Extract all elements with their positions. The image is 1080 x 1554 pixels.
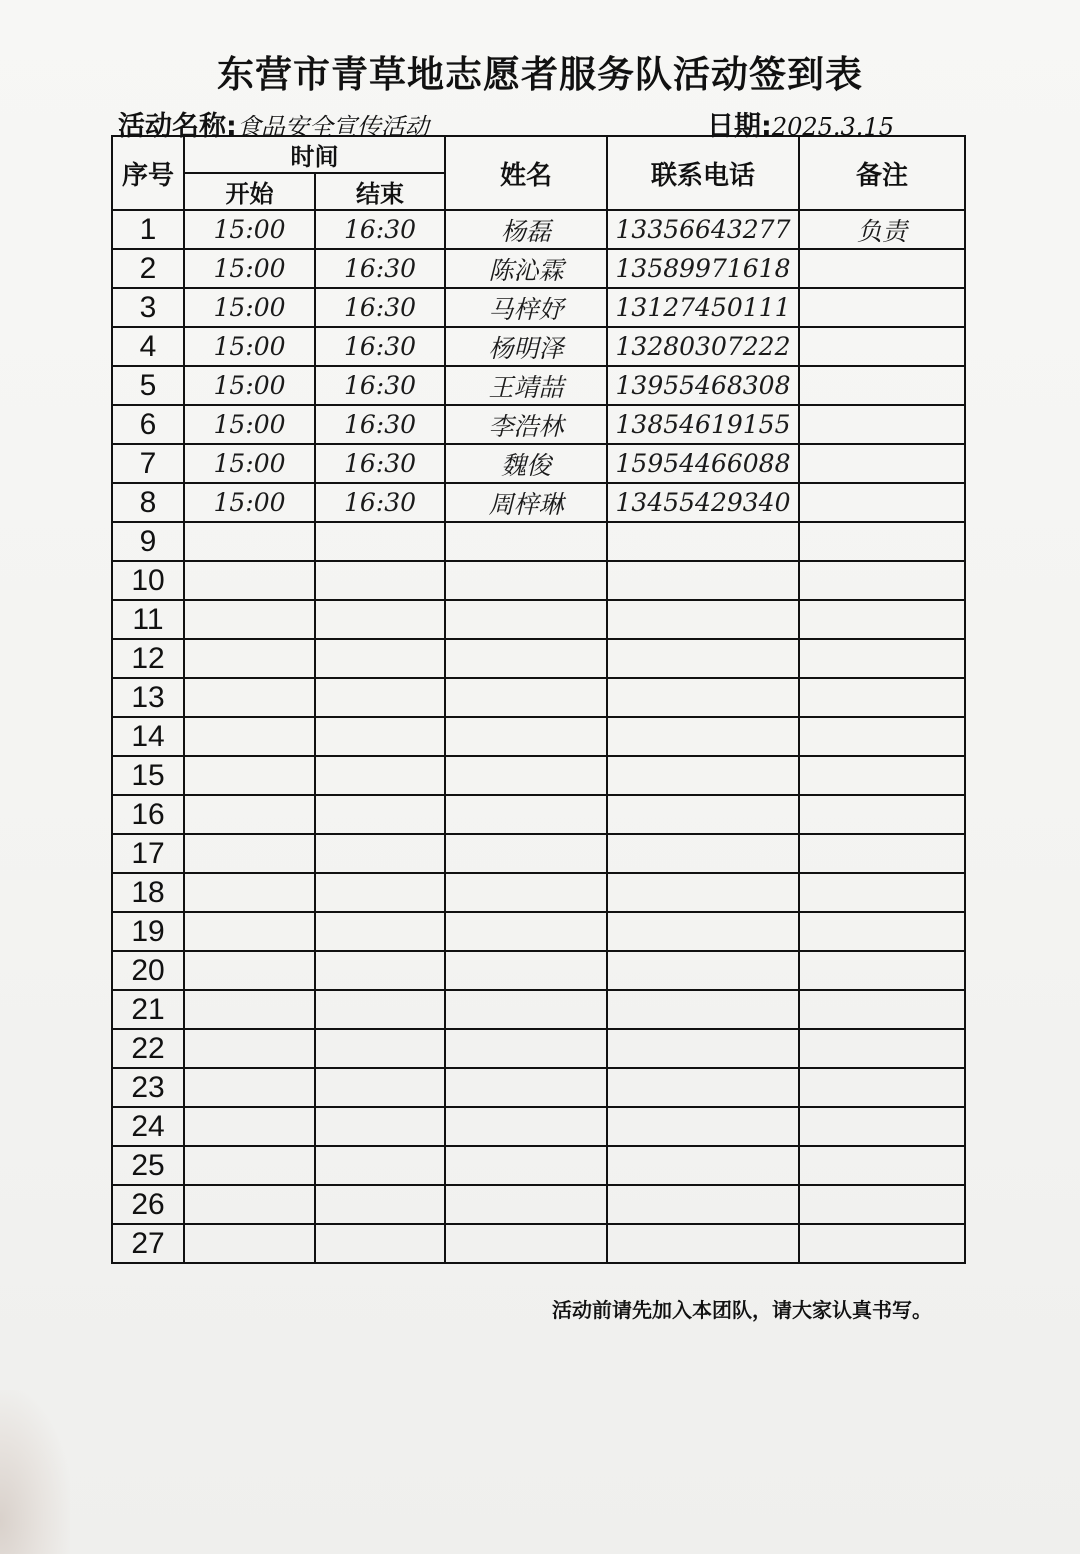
cell-start-time (184, 678, 315, 717)
cell-seq: 3 (112, 288, 184, 327)
cell-start-time (184, 951, 315, 990)
table-row (112, 756, 965, 795)
cell-end-time: 16:30 (315, 249, 445, 288)
cell-seq: 20 (112, 951, 184, 990)
cell-phone: 13589971618 (607, 249, 799, 288)
cell-phone: 15954466088 (607, 444, 799, 483)
cell-start-time: 15:00 (184, 327, 315, 366)
table-row (112, 834, 965, 873)
cell-start-time: 15:00 (184, 210, 315, 249)
cell-start-time: 15:00 (184, 366, 315, 405)
cell-name (445, 639, 607, 678)
cell-phone (607, 1107, 799, 1146)
table-row (112, 444, 965, 483)
signin-table (111, 135, 966, 1264)
cell-start-time (184, 756, 315, 795)
cell-phone (607, 717, 799, 756)
cell-seq: 24 (112, 1107, 184, 1146)
cell-note (799, 951, 965, 990)
cell-start-time (184, 522, 315, 561)
table-row (112, 405, 965, 444)
cell-name (445, 1146, 607, 1185)
cell-seq: 1 (112, 210, 184, 249)
table-row (112, 1146, 965, 1185)
cell-start-time: 15:00 (184, 288, 315, 327)
table-row (112, 678, 965, 717)
cell-end-time (315, 756, 445, 795)
cell-seq: 27 (112, 1224, 184, 1263)
cell-name: 杨明泽 (445, 327, 607, 366)
cell-start-time (184, 873, 315, 912)
cell-start-time (184, 1107, 315, 1146)
cell-end-time: 16:30 (315, 444, 445, 483)
table-row (112, 327, 965, 366)
header-name: 姓名 (445, 136, 607, 210)
cell-note (799, 1107, 965, 1146)
activity-name-label: 活动名称: (118, 111, 237, 142)
cell-name (445, 600, 607, 639)
cell-note (799, 756, 965, 795)
cell-end-time: 16:30 (315, 483, 445, 522)
cell-note (799, 600, 965, 639)
cell-start-time: 15:00 (184, 444, 315, 483)
cell-start-time (184, 600, 315, 639)
cell-start-time (184, 795, 315, 834)
cell-name (445, 990, 607, 1029)
header-seq: 序号 (112, 136, 184, 210)
cell-phone (607, 1029, 799, 1068)
cell-name (445, 873, 607, 912)
cell-phone (607, 756, 799, 795)
table-row (112, 249, 965, 288)
cell-note (799, 522, 965, 561)
cell-note (799, 288, 965, 327)
table-row (112, 1224, 965, 1263)
cell-name (445, 756, 607, 795)
cell-seq: 9 (112, 522, 184, 561)
cell-start-time: 15:00 (184, 405, 315, 444)
cell-note (799, 639, 965, 678)
header-end: 结束 (315, 173, 445, 210)
cell-name (445, 912, 607, 951)
cell-seq: 19 (112, 912, 184, 951)
table-row (112, 561, 965, 600)
cell-start-time (184, 1224, 315, 1263)
cell-end-time (315, 1146, 445, 1185)
cell-seq: 21 (112, 990, 184, 1029)
cell-phone (607, 1185, 799, 1224)
cell-name: 杨磊 (445, 210, 607, 249)
cell-name: 陈沁霖 (445, 249, 607, 288)
cell-note (799, 1146, 965, 1185)
cell-seq: 5 (112, 366, 184, 405)
cell-end-time (315, 1068, 445, 1107)
cell-note (799, 990, 965, 1029)
cell-seq: 11 (112, 600, 184, 639)
cell-name (445, 795, 607, 834)
cell-note (799, 717, 965, 756)
cell-seq: 4 (112, 327, 184, 366)
cell-phone (607, 990, 799, 1029)
cell-end-time (315, 561, 445, 600)
cell-end-time (315, 678, 445, 717)
cell-name: 王靖喆 (445, 366, 607, 405)
header-start: 开始 (184, 173, 315, 210)
cell-name: 马梓妤 (445, 288, 607, 327)
cell-name (445, 717, 607, 756)
cell-start-time (184, 639, 315, 678)
cell-seq: 13 (112, 678, 184, 717)
cell-name: 魏俊 (445, 444, 607, 483)
cell-end-time: 16:30 (315, 288, 445, 327)
cell-start-time: 15:00 (184, 249, 315, 288)
cell-seq: 16 (112, 795, 184, 834)
date-value: 2025.3.15 (771, 113, 894, 141)
cell-seq: 25 (112, 1146, 184, 1185)
cell-name (445, 1068, 607, 1107)
cell-end-time (315, 873, 445, 912)
cell-name (445, 522, 607, 561)
cell-phone (607, 639, 799, 678)
cell-note (799, 249, 965, 288)
cell-note: 负责 (799, 210, 965, 249)
cell-seq: 22 (112, 1029, 184, 1068)
cell-end-time (315, 522, 445, 561)
cell-note (799, 561, 965, 600)
cell-end-time: 16:30 (315, 210, 445, 249)
cell-phone (607, 1224, 799, 1263)
cell-start-time (184, 1068, 315, 1107)
cell-phone: 13280307222 (607, 327, 799, 366)
cell-seq: 23 (112, 1068, 184, 1107)
cell-phone: 13356643277 (607, 210, 799, 249)
cell-name: 李浩林 (445, 405, 607, 444)
cell-note (799, 1185, 965, 1224)
cell-end-time: 16:30 (315, 366, 445, 405)
cell-end-time (315, 912, 445, 951)
table-row (112, 1107, 965, 1146)
cell-note (799, 678, 965, 717)
cell-seq: 14 (112, 717, 184, 756)
table-row (112, 795, 965, 834)
cell-seq: 6 (112, 405, 184, 444)
table-row (112, 522, 965, 561)
cell-phone (607, 951, 799, 990)
cell-phone (607, 795, 799, 834)
table-row (112, 600, 965, 639)
cell-phone (607, 1146, 799, 1185)
table-row (112, 990, 965, 1029)
table-row (112, 951, 965, 990)
cell-note (799, 912, 965, 951)
cell-note (799, 834, 965, 873)
cell-phone (607, 1068, 799, 1107)
cell-end-time: 16:30 (315, 405, 445, 444)
table-row (112, 639, 965, 678)
cell-end-time (315, 600, 445, 639)
table-row (112, 1029, 965, 1068)
cell-end-time: 16:30 (315, 327, 445, 366)
cell-note (799, 873, 965, 912)
cell-start-time (184, 561, 315, 600)
cell-name (445, 1107, 607, 1146)
cell-start-time (184, 717, 315, 756)
cell-phone (607, 561, 799, 600)
cell-name (445, 561, 607, 600)
activity-name-value: 食品安全宣传活动 (236, 113, 429, 141)
cell-end-time (315, 990, 445, 1029)
cell-name (445, 678, 607, 717)
cell-end-time (315, 951, 445, 990)
table-row (112, 483, 965, 522)
table-row (112, 873, 965, 912)
cell-end-time (315, 1107, 445, 1146)
footer-note: 活动前请先加入本团队，请大家认真书写。 (552, 1298, 932, 1322)
cell-start-time (184, 912, 315, 951)
cell-note (799, 483, 965, 522)
cell-start-time (184, 1185, 315, 1224)
cell-name (445, 1029, 607, 1068)
table-row (112, 210, 965, 249)
table-row (112, 366, 965, 405)
cell-note (799, 444, 965, 483)
cell-note (799, 1029, 965, 1068)
cell-phone: 13955468308 (607, 366, 799, 405)
cell-name (445, 1185, 607, 1224)
cell-seq: 8 (112, 483, 184, 522)
cell-end-time (315, 834, 445, 873)
cell-name (445, 834, 607, 873)
cell-note (799, 366, 965, 405)
cell-start-time (184, 834, 315, 873)
cell-phone: 13127450111 (607, 288, 799, 327)
cell-start-time (184, 1146, 315, 1185)
table-row (112, 912, 965, 951)
finger-shadow (0, 1390, 70, 1554)
cell-end-time (315, 1224, 445, 1263)
cell-seq: 15 (112, 756, 184, 795)
cell-phone: 13854619155 (607, 405, 799, 444)
cell-note (799, 1068, 965, 1107)
date-label: 日期: (707, 111, 772, 142)
cell-phone (607, 678, 799, 717)
table-row (112, 288, 965, 327)
cell-start-time: 15:00 (184, 483, 315, 522)
cell-seq: 10 (112, 561, 184, 600)
table-row (112, 1185, 965, 1224)
cell-name (445, 951, 607, 990)
cell-phone (607, 873, 799, 912)
cell-note (799, 795, 965, 834)
page-title: 东营市青草地志愿者服务队活动签到表 (217, 53, 863, 96)
cell-start-time (184, 990, 315, 1029)
header-note: 备注 (799, 136, 965, 210)
cell-seq: 17 (112, 834, 184, 873)
header-time: 时间 (184, 136, 445, 173)
cell-end-time (315, 639, 445, 678)
table-body (112, 210, 965, 1263)
cell-phone (607, 912, 799, 951)
cell-phone: 13455429340 (607, 483, 799, 522)
cell-note (799, 1224, 965, 1263)
cell-start-time (184, 1029, 315, 1068)
cell-name: 周梓琳 (445, 483, 607, 522)
cell-seq: 7 (112, 444, 184, 483)
cell-end-time (315, 1029, 445, 1068)
header-phone: 联系电话 (607, 136, 799, 210)
table-row (112, 717, 965, 756)
cell-seq: 26 (112, 1185, 184, 1224)
cell-name (445, 1224, 607, 1263)
cell-phone (607, 834, 799, 873)
cell-note (799, 405, 965, 444)
cell-phone (607, 600, 799, 639)
cell-end-time (315, 795, 445, 834)
cell-seq: 2 (112, 249, 184, 288)
cell-phone (607, 522, 799, 561)
cell-seq: 12 (112, 639, 184, 678)
cell-end-time (315, 717, 445, 756)
cell-end-time (315, 1185, 445, 1224)
cell-note (799, 327, 965, 366)
table-row (112, 1068, 965, 1107)
cell-seq: 18 (112, 873, 184, 912)
